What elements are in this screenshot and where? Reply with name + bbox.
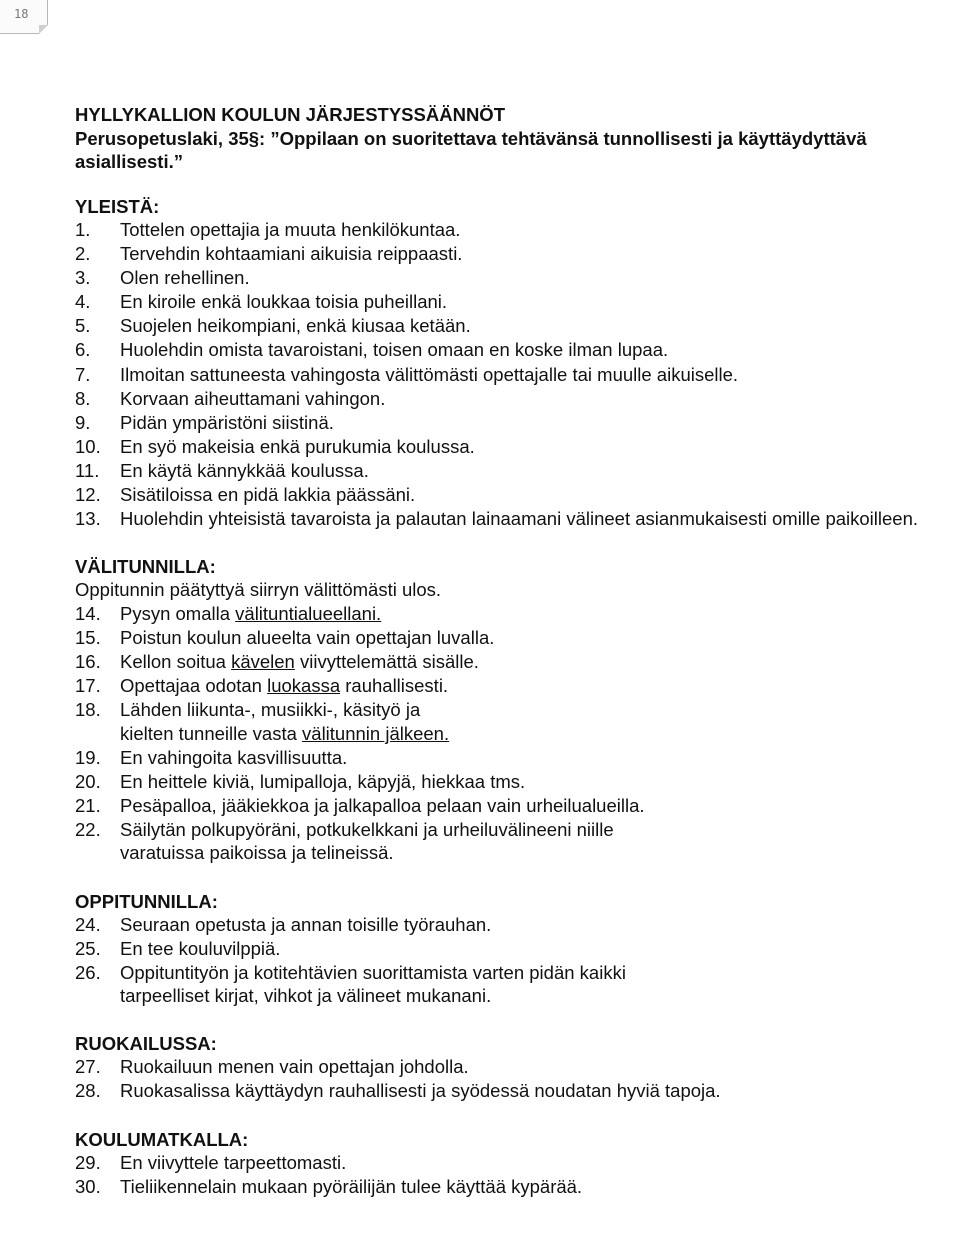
rule-number: 8.	[75, 387, 91, 409]
rule-text: En heittele kiviä, lumipalloja, käpyjä, hiekkaa tms.	[120, 770, 526, 792]
rule-number: 3.	[75, 267, 91, 289]
rule-number: 7.	[75, 363, 91, 385]
rule-number: 2.	[75, 243, 91, 265]
rule-number: 15.	[75, 626, 101, 648]
rule-item	[75, 338, 955, 362]
rule-item	[75, 650, 955, 674]
rule-number: 29.	[75, 1151, 101, 1173]
rule-text: Ruokailuun menen vain opettajan johdolla.	[120, 1056, 469, 1078]
section-intro: Oppitunnin päätyttyä siirryn välittömästi ulos.	[75, 579, 442, 601]
rule-text	[120, 602, 955, 626]
rule-text	[120, 698, 955, 745]
rule-text: Seuraan opetusta ja annan toisille työrauhan.	[120, 913, 492, 935]
section-valitunnilla	[75, 555, 955, 865]
underlined-text: kävelen	[231, 650, 295, 672]
rule-list	[75, 218, 955, 531]
section-heading: OPPITUNNILLA:	[75, 890, 218, 912]
rule-text: Korvaan aiheuttamani vahingon.	[120, 387, 386, 409]
rule-item	[75, 507, 955, 531]
rule-item	[75, 218, 955, 242]
rule-list	[75, 1055, 955, 1103]
rule-text: Pidän ympäristöni siistinä.	[120, 411, 334, 433]
rule-item	[75, 411, 955, 435]
rule-text: Tottelen opettajia ja muuta henkilökuntaa.	[120, 219, 461, 240]
rule-text: En vahingoita kasvillisuutta.	[120, 746, 348, 768]
rule-number: 16.	[75, 650, 101, 672]
rule-list	[75, 602, 955, 866]
rule-number: 17.	[75, 675, 101, 696]
rule-text-part: viivyttelemättä sisälle.	[294, 650, 479, 672]
rule-text: En käytä kännykkää koulussa.	[120, 459, 369, 481]
rule-number: 21.	[75, 794, 101, 816]
section-heading: VÄLITUNNILLA:	[75, 556, 216, 578]
underlined-text: välitunnin jälkeen.	[302, 722, 450, 744]
rule-item	[75, 266, 955, 290]
rule-text: Tervehdin kohtaamiani aikuisia reippaasti.	[120, 243, 463, 265]
rule-number: 5.	[75, 315, 91, 337]
rule-number: 10.	[75, 435, 101, 457]
rule-text: En viivyttele tarpeettomasti.	[120, 1151, 347, 1173]
rule-item	[75, 961, 955, 1009]
underlined-text: välituntialueellani.	[235, 602, 382, 624]
rule-number: 27.	[75, 1056, 101, 1078]
rule-item	[75, 483, 955, 507]
rule-item	[75, 1175, 955, 1199]
rule-text: Sisätiloissa en pidä lakkia päässäni.	[120, 484, 416, 506]
rule-item	[75, 363, 955, 387]
rule-text: Tieliikennelain mukaan pyöräilijän tulee käyttää kypärää.	[120, 1175, 583, 1197]
rule-text	[120, 674, 955, 698]
rule-item	[75, 770, 955, 794]
rule-item	[75, 913, 955, 937]
rule-number: 4.	[75, 291, 91, 313]
rule-item	[75, 674, 955, 698]
rule-number: 12.	[75, 484, 101, 506]
rule-text: Ruokasalissa käyttäydyn rauhallisesti ja syödessä noudatan hyviä tapoja.	[120, 1080, 721, 1102]
rule-text: Ilmoitan sattuneesta vahingosta välittömästi opettajalle tai muulle aikuiselle.	[120, 363, 739, 385]
rule-text	[120, 650, 955, 674]
rule-number: 24.	[75, 913, 101, 935]
rule-number: 30.	[75, 1175, 101, 1197]
rule-text: Säilytän polkupyöräni, potkukelkkani ja urheiluvälineeni niille varatuissa paikoissa ja telineissä.	[120, 818, 614, 864]
rule-item	[75, 698, 955, 746]
rule-item	[75, 626, 955, 650]
rule-number: 14.	[75, 602, 101, 624]
rule-number: 22.	[75, 818, 101, 840]
section-oppitunnilla	[75, 890, 955, 1009]
underlined-text: luokassa	[267, 675, 341, 696]
rule-item	[75, 937, 955, 961]
rule-text-part: Pysyn omalla	[120, 602, 236, 624]
rule-text-part: Kellon soitua	[120, 650, 232, 672]
rule-text: Oppituntityön ja kotitehtävien suorittamista varten pidän kaikki tarpeelliset kirjat, vihkot ja välineet mukanani.	[120, 961, 626, 1007]
rule-number: 13.	[75, 508, 101, 530]
rule-item	[75, 1055, 955, 1079]
rule-number: 26.	[75, 961, 101, 983]
rule-item	[75, 387, 955, 411]
section-yleista	[75, 195, 955, 531]
rule-item	[75, 746, 955, 770]
section-koulumatkalla	[75, 1128, 955, 1199]
section-heading: KOULUMATKALLA:	[75, 1128, 249, 1150]
rule-number: 19.	[75, 746, 101, 768]
rule-text: Pesäpalloa, jääkiekkoa ja jalkapalloa pelaan vain urheilualueilla.	[120, 794, 645, 816]
rule-text: Huolehdin yhteisistä tavaroista ja palautan lainaamani välineet asianmukaisesti omille paikoilleen.	[120, 508, 919, 530]
rule-list	[75, 913, 955, 1009]
rule-number: 1.	[75, 219, 91, 240]
rule-number: 11.	[75, 459, 100, 481]
rule-text-part: Opettajaa odotan	[120, 675, 268, 696]
rule-number: 6.	[75, 339, 91, 361]
section-heading: RUOKAILUSSA:	[75, 1033, 217, 1055]
rule-item	[75, 459, 955, 483]
rules-document	[75, 103, 955, 1199]
rule-item	[75, 794, 955, 818]
rule-item	[75, 290, 955, 314]
rule-text: En tee kouluvilppiä.	[120, 937, 281, 959]
rule-item	[75, 314, 955, 338]
rule-list	[75, 1151, 955, 1199]
rule-text-part: rauhallisesti.	[340, 675, 449, 696]
rule-number: 9.	[75, 411, 91, 433]
rule-text: Olen rehellinen.	[120, 267, 250, 289]
rule-text: En syö makeisia enkä purukumia koulussa.	[120, 435, 475, 457]
rule-item	[75, 1151, 955, 1175]
law-quote: Perusopetuslaki, 35§: ”Oppilaan on suoritettava tehtävänsä tunnollisesti ja käyttäydyttävä asiallisesti.”	[75, 128, 867, 172]
rule-text: Suojelen heikompiani, enkä kiusaa ketään.	[120, 315, 471, 337]
rule-item	[75, 818, 955, 866]
section-heading: YLEISTÄ:	[75, 196, 160, 217]
rule-number: 25.	[75, 937, 101, 959]
rule-item	[75, 602, 955, 626]
rule-text-part: Lähden liikunta-, musiikki-, käsityö ja kielten tunneille vasta	[120, 699, 421, 744]
rule-item	[75, 1079, 955, 1103]
rule-text: Huolehdin omista tavaroistani, toisen omaan en koske ilman lupaa.	[120, 339, 669, 361]
rule-number: 18.	[75, 699, 101, 721]
rule-text: En kiroile enkä loukkaa toisia puheillani.	[120, 291, 448, 313]
section-ruokailussa	[75, 1032, 955, 1103]
rule-item	[75, 435, 955, 459]
rule-number: 20.	[75, 770, 101, 792]
rule-text: Poistun koulun alueelta vain opettajan luvalla.	[120, 626, 495, 648]
page-number-badge: 18	[0, 0, 48, 34]
rule-item	[75, 242, 955, 266]
rule-number: 28.	[75, 1080, 101, 1102]
document-title: HYLLYKALLION KOULUN JÄRJESTYSSÄÄNNÖT	[75, 104, 505, 125]
